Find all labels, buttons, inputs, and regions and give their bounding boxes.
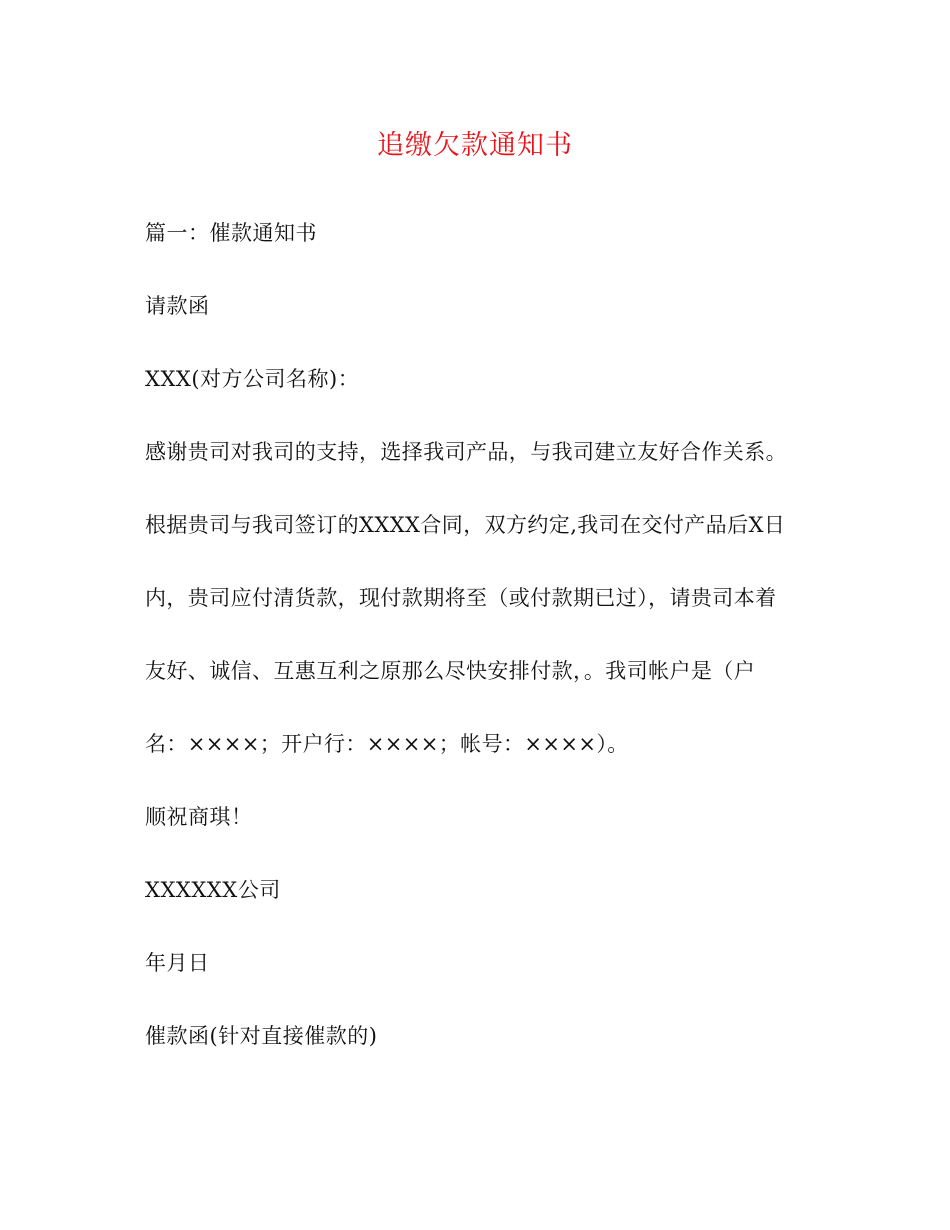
section-heading: 篇一：催款通知书	[145, 221, 317, 245]
document-title: 追缴欠款通知书	[377, 130, 573, 161]
paragraph-line: 内，贵司应付清货款，现付款期将至（或付款期已过），请贵司本着	[145, 586, 777, 610]
date-line: 年月日	[145, 951, 210, 975]
letter-type: 请款函	[145, 294, 210, 318]
subsection-heading: 催款函(针对直接催款的)	[145, 1024, 378, 1048]
recipient-line: XXX(对方公司名称)：	[145, 367, 360, 391]
paragraph-line: 感谢贵司对我司的支持，选择我司产品，与我司建立友好合作关系。	[145, 440, 787, 464]
sender-company: XXXXXX公司	[145, 878, 281, 902]
paragraph-line: 友好、诚信、互惠互利之原那么尽快安排付款，。我司帐户是（户	[145, 659, 756, 683]
paragraph-line: 名：××××；开户行：××××；帐号：××××）。	[145, 732, 629, 756]
document-body	[145, 213, 805, 1089]
closing-line: 顺祝商琪！	[145, 805, 253, 829]
paragraph-line: 根据贵司与我司签订的XXXX合同，双方约定,我司在交付产品后X日	[145, 513, 786, 537]
